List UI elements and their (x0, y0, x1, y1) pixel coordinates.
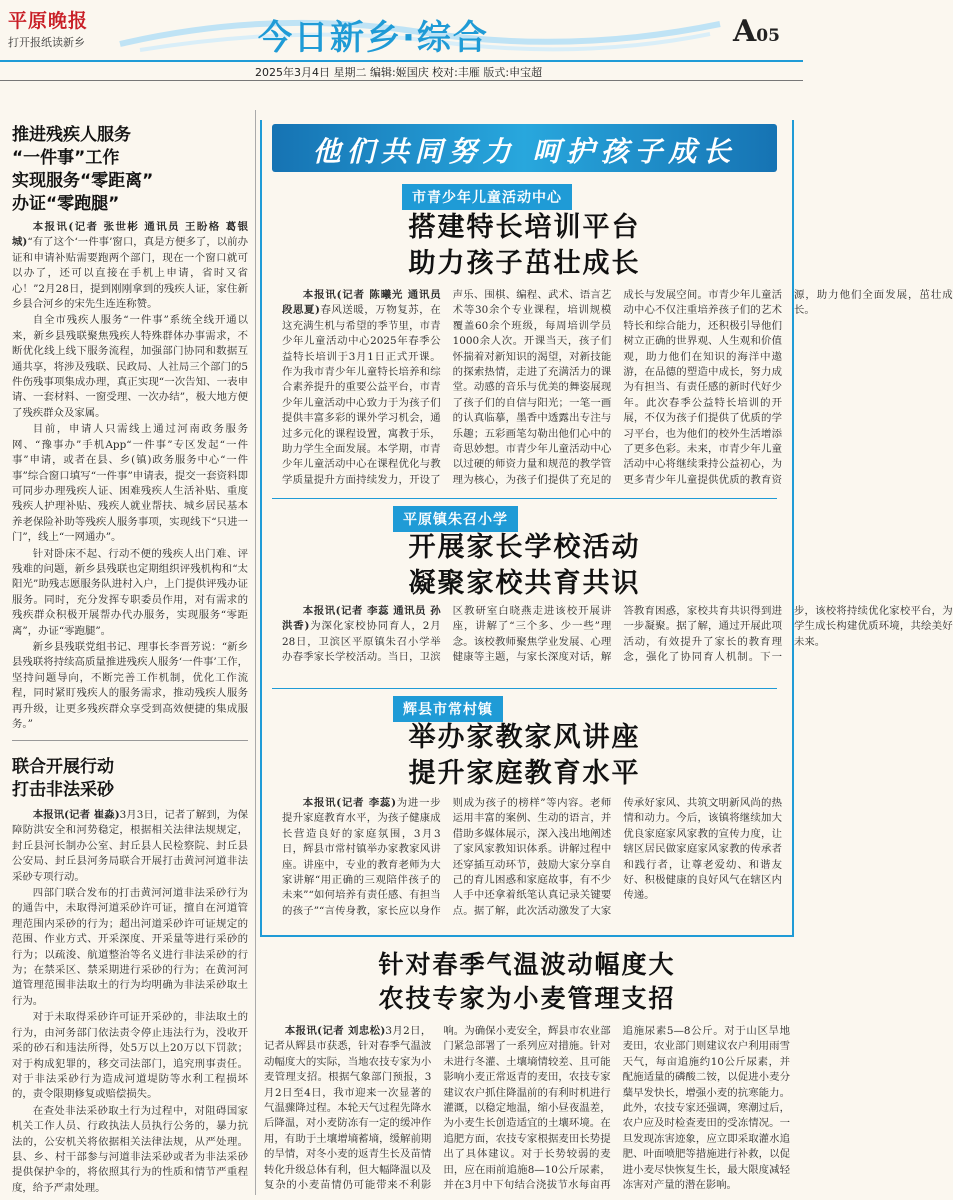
story3-tag: 辉县市常村镇 (393, 696, 503, 722)
bottom-article-body: 本报讯(记者 刘忠松)3月2日，记者从辉县市获悉，针对春季气温波动幅度大的实际，当地农技专家为小麦管理支招。根据气象部门预报，3月2日至4日，我市迎来一次显著的气温骤降过程。本轮天气过程先降水后降温，对小麦防冻有一定的缓冲作用，有助于土壤增墒蓄墒，缓解前期的旱情，对冬小麦的返青生长及苗情转化升级总体有利，但大幅降温以及复杂的小麦苗情仍可能带来不利影响。为确保小麦安全，辉县市农业部门紧急部署了一系列应对措施。针对未进行冬灌、土壤墒情较差、且可能影响小麦正常返青的麦田，农技专家建议农户抓住降温前的有利时机进行灌溉，以稳定地温，缩小昼夜温差，为小麦生长创造适宜的土壤环境。在追肥方面，农技专家根据麦田长势提出了具体建议。对于长势较弱的麦田，应在雨前追施8—10公斤尿素，并在3月中下旬结合浇拔节水每亩再追施尿素5—8公斤。对于山区旱地麦田，农业部门则建议农户利用雨雪天气，每亩追施约10公斤尿素，并配施适量的磷酸二铵，以促进小麦分蘖早发快长，增强小麦的抗寒能力。此外，农技专家还强调，寒潮过后，农户应及时检查麦田的受冻情况。一旦发现冻害迹象，应立即采取灌水追肥、叶面喷肥等措施进行补救，以促进小麦尽快恢复生长，最大限度减轻冻害对产量的潜在影响。 (264, 1025, 790, 1192)
section-title: 今日新乡·综合 (258, 18, 489, 58)
page-number: A05 (733, 14, 780, 49)
edition-meta: 2025年3月4日 星期二 编辑:姬国庆 校对:丰雁 版式:申宝超 (255, 66, 543, 79)
story2-body: 本报讯(记者 李蕊 通讯员 孙洪香)为深化家校协同育人，2月28日，卫滨区平原镇朱召小学举办春季家长学校活动。当日，卫滨区教研室白晓燕走进该校开展讲座，讲解了“三个多、少一些”理念。该校教师聚焦学业发展、心理健康等主题，与家长深度对话，解答教育困惑，家校共育共识得到进一步凝聚。据了解，通过开展此项活动，有效提升了家长的教育理念，强化了协同育人机制。下一步，该校将持续优化家校平台，为学生成长构建优质环境，共绘美好未来。 (282, 605, 953, 664)
left-article-2-body: 本报讯(记者 崔淼)3月3日，记者了解到，为保障防洪安全和河势稳定，根据相关法律法规规定，封丘县河长制办公室、封丘县人民检察院、封丘县公安局、封丘县河务局联合开展打击黄河河道非法采砂专项行动。 四部门联合发布的打击黄河河道非法采砂行为的通告中，未取得河道采砂许可证，擅自在河道管理范围内采砂的行为；超出河道采砂许可证规定的范围、作业方式、开采深度、开采量等进行采砂的行为；以疏浚、航道整治等名义进行非法采砂的行为；在禁采区、禁采期进行采砂的行为；在黄河河道管理范围非法取土的行为均明确为非法采砂取土行为。 对于未取得采砂许可证开采砂的，非法取土的行为，由河务部门依法责令停止违法行为，没收开采的砂石和违法所得，处5万以上20万以下罚款；对于构成犯罪的，移交司法部门，追究刑事责任。对于非法采砂行为造成河道堤防等水利工程损坏的，责令限期修复或赔偿损失。 在查处非法采砂取土行为过程中，对阻碍国家机关工作人员、行政执法人员执行公务的，暴力抗法的，公安机关将依据相关法律法规，从严处理。县、乡、村干部参与河道非法采砂或者为非法采砂提供保护伞的，将依照其行为的性质和情节严重程度，给予严肃处理。 (12, 809, 248, 1194)
feature-banner-title: 他们共同努力 呵护孩子成长 (312, 135, 737, 168)
story1-divider (272, 498, 777, 499)
left-article-2-headline: 联合开展行动 打击非法采砂 (12, 757, 114, 800)
story3-body: 本报讯(记者 李蕊)为进一步提升家庭教育水平，为孩子健康成长营造良好的家庭氛围，3月3日，辉县市常村镇举办家教家风讲座。讲座中，专业的教育老师为大家讲解“用正确的三观陪伴孩子的未来”“如何培养有责任感、有担当的孩子”“言传身教，家长应以身作则成为孩子的榜样”等内容。老师运用丰富的案例、生动的语言，并借助多媒体展示，深入浅出地阐述了家风家教知识体系。讲解过程中还穿插互动环节，鼓励大家分享自己的育儿困惑和家庭故事，有不少人手中还拿着纸笔认真记录关键要点。据了解，此次活动激发了大家传承好家风、共筑文明新风尚的热情和动力。今后，该镇将继续加大优良家庭家风家教的宣传力度，让辖区居民做家庭家风家教的传承者和践行者，让尊老爱幼、和谐友好、积极健康的良好风气在辖区内传递。 (282, 797, 782, 917)
left-divider (12, 740, 248, 741)
story1-body: 本报讯(记者 陈曦光 通讯员 段思夏)春风送暖，万物复苏，在这充满生机与希望的季节里，市青少年儿童活动中心2025年春季公益特长培训于3月1日正式开课。作为我市青少年儿童特长培养和综合素养提升的重要公益平台，市青少年儿童活动中心致力于为孩子们提供丰富多彩的课外学习机会，通过多元化的课程设置，寓教于乐，助力学生全面发展。本学期，市青少年儿童活动中心在课程优化与教学质量提升方面持续发力，开设了声乐、围棋、编程、武术、语言艺术等30余个专业课程，培训规模覆盖60余个班级，每周培训学员1000余人次。开课当天，孩子们怀揣着对新知识的渴望，对新技能的探索热情，走进了充满活力的课堂。动感的音乐与优美的舞姿展现了孩子们的自信与阳光；一笔一画的认真临摹，墨香中透露出专注与乐趣；五彩画笔勾勒出他们心中的奇思妙想。市青少年儿童活动中心以过硬的师资力量和规范的教学管理为核心，为孩子们提供了充足的成长与发展空间。市青少年儿童活动中心不仅注重培养孩子们的艺术特长和综合能力，还积极引导他们树立正确的世界观、人生观和价值观，助力他们在知识的海洋中遨游，在品德的塑造中成长，努力成为有担当、有责任感的新时代好少年。此次春季公益特长培训的开展，不仅为孩子们提供了优质的学习平台，也为他们的校外生活增添了更多色彩。未来，市青少年儿童活动中心将继续秉持公益初心，为更多青少年儿童提供优质的教育资源，助力他们全面发展，茁壮成长。 (282, 289, 953, 486)
story2-headline: 开展家长学校活动 凝聚家校共育共识 (408, 532, 641, 599)
left-article-1-headline: 推进残疾人服务 “一件事”工作 实现服务“零距离” 办证“零跑腿” (12, 125, 154, 214)
column-rule (255, 110, 256, 1195)
newspaper-logo: 平原晚报 (8, 10, 89, 32)
story2-divider (272, 688, 777, 689)
header-divider (0, 80, 803, 81)
story1-headline: 搭建特长培训平台 助力孩子茁壮成长 (408, 212, 641, 279)
left-article-1-body: 本报讯(记者 张世彬 通讯员 王盼格 葛银城)“有了这个‘一件事’窗口，真是方便多了，以前办证和申请补贴需要跑两个部门，现在一个窗口就可以办了，还可以直接在手机上申请，省时又省心！”2月28日，提到刚刚拿到的残疾人证，家住新乡县合河乡的宋先生连连称赞。 自全市残疾人服务“一件事”系统全线开通以来，新乡县残联聚焦残疾人特殊群体办事需求，不断优化线上线下服务流程，加强部门协同和数据互通共享，将涉及残联、民政局、人社局三个部门的5件伤残事项集成办理，真正实现“一次告知、一表申请、一套材料、一窗受理、一次办结”，极大地方便了残疾群众及家属。 目前，申请人只需线上通过河南政务服务网、“豫事办”手机App“一件事”专区发起“一件事”申请，或者在县、乡(镇)政务服务中心“一件事”综合窗口填写“一件事”申请表，提交一套资料即可同步办理残疾人证、困难残疾人生活补贴、重度残疾人护理补贴、残疾人就业帮扶、城乡居民基本养老保险补助等残疾人服务事项，实现线下“只进一门”，线上“一网通办”。 针对卧床不起、行动不便的残疾人出门难、评残难的问题，新乡县残联也定期组织评残机构和“太阳光”助残志愿服务队进村入户，上门提供评残办证服务。同时，充分发挥专职委员作用，对有需求的残疾群众积极开展帮办代办服务，实现服务“零距离”，办证“零跑腿”。 新乡县残联党组书记、理事长李晋芳说：“新乡县残联将持续高质量推进残疾人服务‘一件事’工作，坚持问题导向，不断完善工作机制，优化工作流程，同时紧盯残疾人的服务需求，推动残疾人服务再升级，让更多残疾群众享受到高效便捷的集成服务。” (12, 221, 248, 730)
story1-tag: 市青少年儿童活动中心 (402, 184, 572, 210)
story3-headline: 举办家教家风讲座 提升家庭教育水平 (408, 722, 641, 789)
bottom-article-headline: 针对春季气温波动幅度大 农技专家为小麦管理支招 (378, 950, 676, 1013)
logo-slogan: 打开报纸读新乡 (8, 36, 85, 49)
story2-tag: 平原镇朱召小学 (393, 506, 518, 532)
masthead-rule (0, 60, 803, 62)
